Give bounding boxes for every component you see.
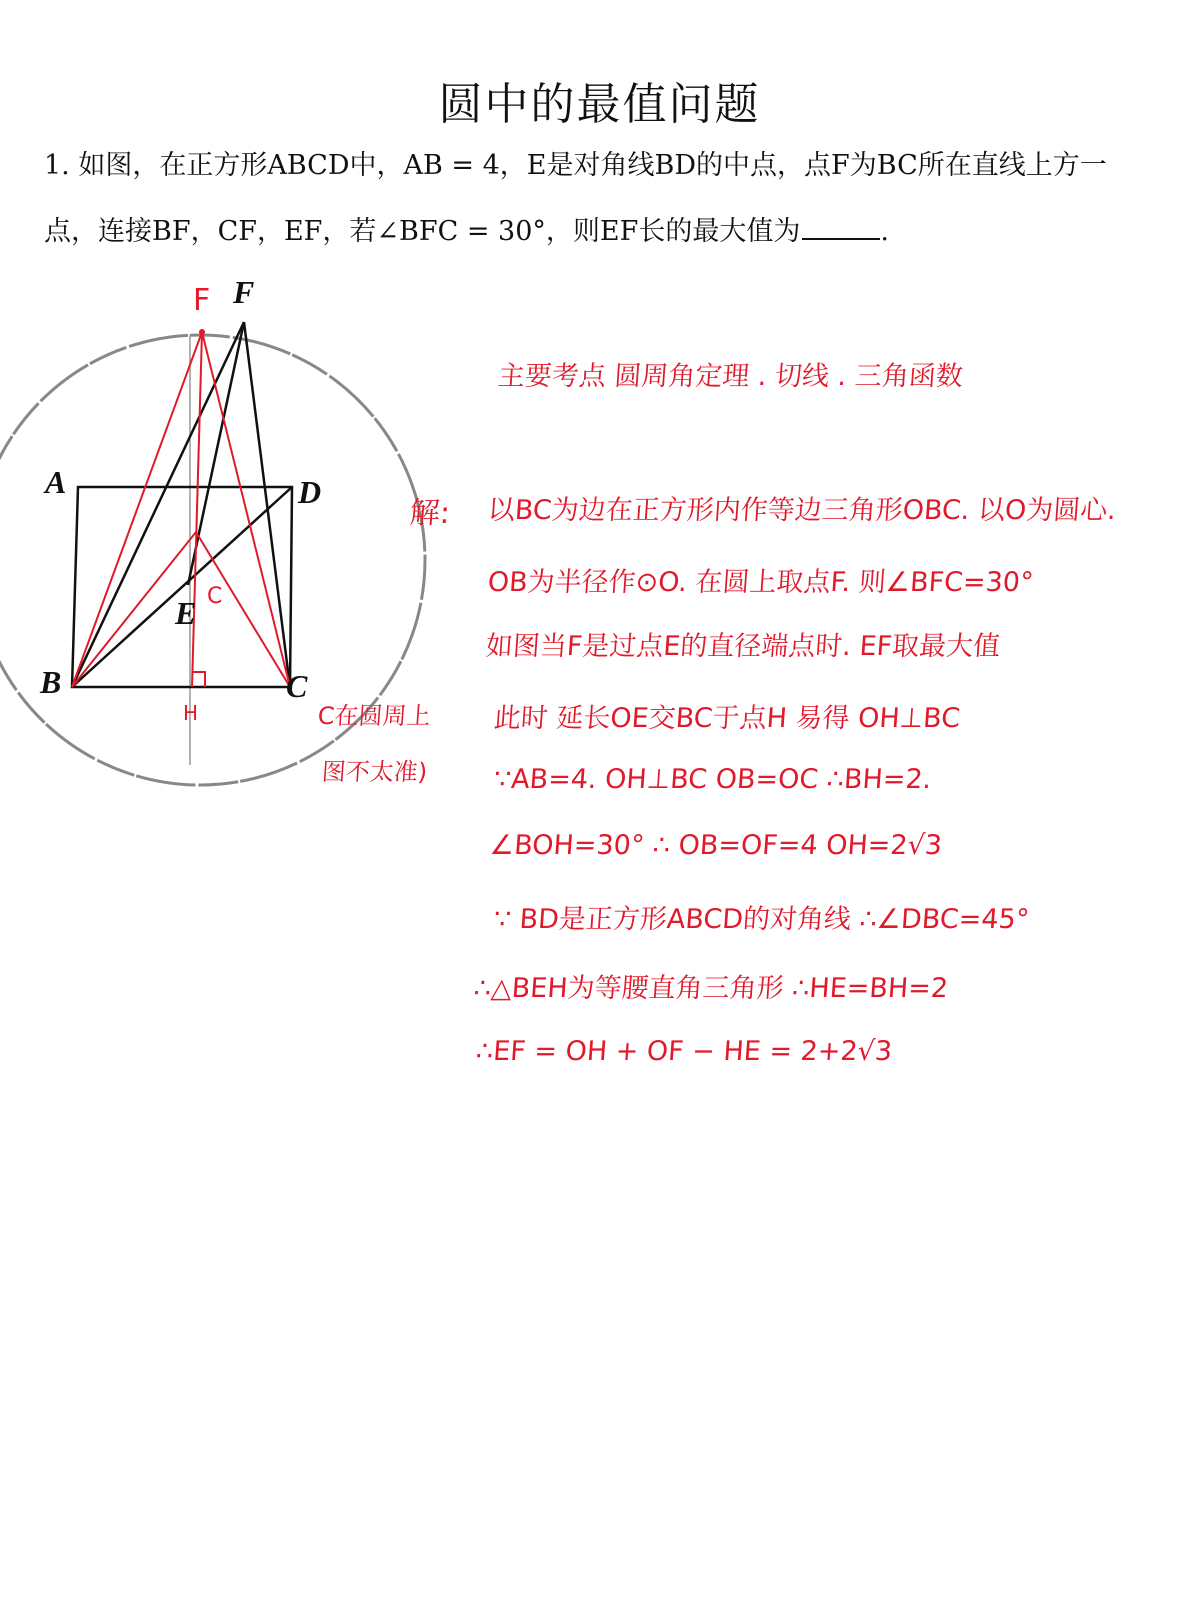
point-f-red: [199, 329, 205, 335]
label-f: F: [233, 274, 255, 310]
line-cf: [244, 322, 290, 687]
red-line-oc: [196, 532, 290, 687]
solution-line-6: ∠BOH=30° ∴ OB=OF=4 OH=2√3: [488, 830, 944, 861]
figure-note-1: C在圆周上: [316, 702, 432, 730]
red-line-bf: [72, 332, 202, 687]
red-line-fh: [192, 332, 202, 687]
label-f-red: F: [193, 283, 211, 318]
diagonal-bd: [72, 487, 292, 687]
solution-line-2: OB为半径作⊙O. 在圆上取点F. 则∠BFC=30°: [486, 567, 1035, 598]
problem-line-2-text: 点，连接BF，CF，EF，若∠BFC = 30°，则EF长的最大值为: [44, 216, 801, 247]
label-o-red: C: [207, 584, 223, 609]
solution-line-8: ∴△BEH为等腰直角三角形 ∴HE=BH=2: [472, 973, 950, 1004]
figure-note-2: 图不太准): [320, 758, 429, 786]
answer-blank: [802, 212, 880, 240]
solution-line-3: 如图当F是过点E的直径端点时. EF取最大值: [484, 631, 1002, 662]
key-points: 主要考点 圆周角定理 . 切线 . 三角函数: [496, 361, 964, 392]
problem-line-2-end: .: [880, 216, 889, 247]
label-e: E: [175, 595, 197, 631]
page-title: 圆中的最值问题: [438, 79, 761, 130]
label-h-red: H: [183, 701, 199, 725]
label-a: A: [45, 464, 67, 500]
solution-line-9: ∴EF = OH + OF − HE = 2+2√3: [474, 1036, 894, 1067]
solution-line-4: 此时 延长OE交BC于点H 易得 OH⊥BC: [492, 703, 962, 734]
right-angle-mark: [192, 672, 205, 687]
solution-prefix: 解:: [408, 496, 452, 531]
label-c: C: [286, 668, 308, 704]
solution-line-5: ∵AB=4. OH⊥BC OB=OC ∴BH=2.: [492, 764, 933, 795]
line-bf: [72, 322, 244, 687]
problem-line-1: 1. 如图，在正方形ABCD中，AB = 4，E是对角线BD的中点，点F为BC所在直线上方一: [44, 150, 1107, 181]
red-line-cf: [202, 332, 290, 687]
solution-line-7: ∵ BD是正方形ABCD的对角线 ∴∠DBC=45°: [492, 904, 1031, 935]
solution-line-1: 以BC为边在正方形内作等边三角形OBC. 以O为圆心.: [486, 495, 1117, 526]
label-b: B: [40, 664, 62, 700]
problem-line-2: [44, 212, 1174, 252]
label-d: D: [298, 474, 322, 510]
